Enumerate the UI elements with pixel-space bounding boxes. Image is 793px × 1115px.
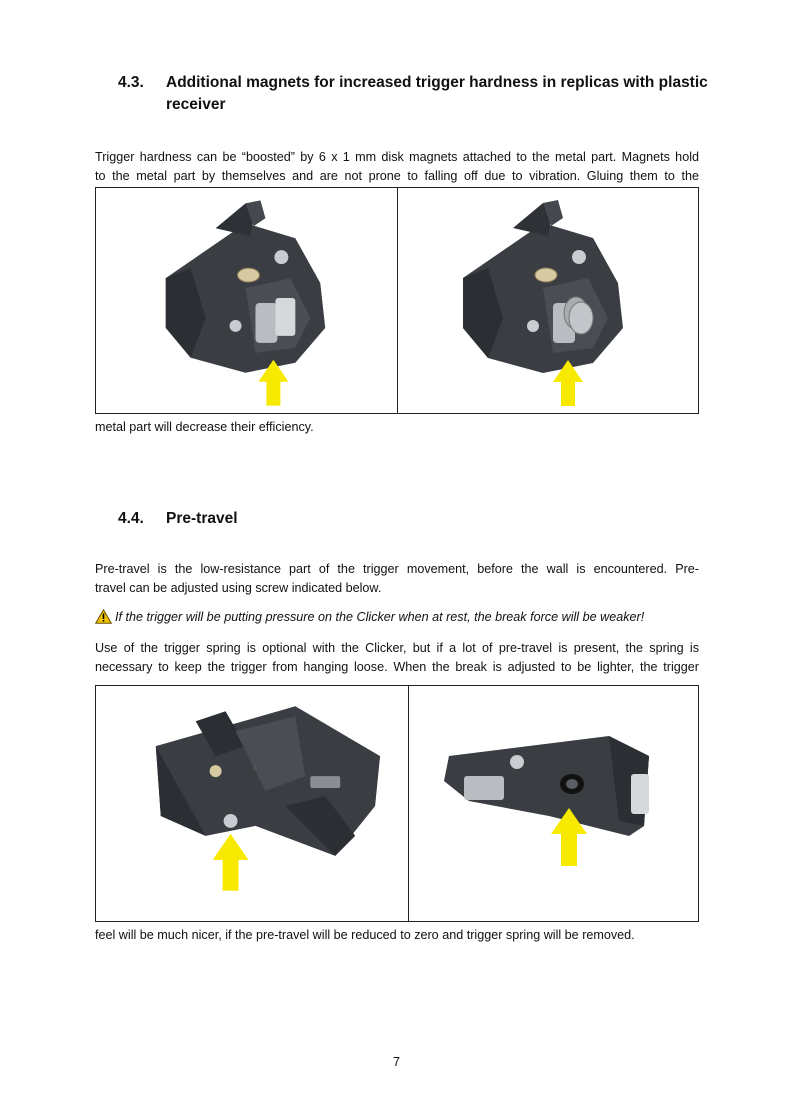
- warning-text: If the trigger will be putting pressure on the Clicker when at rest, the break force will be weaker!: [115, 610, 645, 624]
- paragraph-line: to the metal part by themselves and are not prone to falling off due to vibration. Gluing them to the: [95, 168, 699, 183]
- paragraph-line: metal part will decrease their efficiency.: [95, 420, 314, 434]
- photo-cell-left: [96, 686, 409, 921]
- clicker-part: [444, 736, 649, 836]
- pretravel-screw-top-photo: [96, 686, 408, 921]
- magnets-stacked-photo: [398, 188, 698, 413]
- photo-cell-right: [398, 188, 698, 413]
- photo-table-magnets: [95, 187, 699, 414]
- photo-cell-left: [96, 188, 398, 413]
- section-4-3-paragraph-continuation: [95, 418, 699, 437]
- section-number: 4.4.: [118, 510, 144, 527]
- paragraph-line: Pre-travel is the low-resistance part of the trigger movement, before the wall is encountered. Pre-: [95, 562, 699, 576]
- paragraph-line: travel can be adjusted using screw indicated below.: [95, 580, 382, 595]
- page-number: 7: [392, 1055, 400, 1069]
- section-number: 4.3.: [118, 74, 144, 91]
- paragraph-line: necessary to keep the trigger from hanging loose. When the break is adjusted to be lighter, the trigger: [95, 659, 699, 674]
- section-4-4-paragraph-1: [95, 560, 699, 597]
- clicker-part: [463, 200, 623, 373]
- photo-table-pretravel: [95, 685, 699, 922]
- section-title: Pre-travel: [166, 510, 238, 527]
- warning-note: [95, 608, 644, 626]
- photo-cell-right: [409, 686, 698, 921]
- paragraph-line: Use of the trigger spring is optional with the Clicker, but if a lot of pre-travel is present, the spring is: [95, 641, 699, 655]
- warning-triangle-icon: [95, 609, 112, 624]
- section-4-4-paragraph-2: [95, 639, 699, 676]
- section-4-3-paragraph: [95, 148, 699, 185]
- clicker-part: [156, 706, 380, 856]
- section-title: Additional magnets for increased trigger hardness in replicas with plastic receiver: [166, 74, 708, 113]
- yellow-arrow-icon: [213, 834, 249, 891]
- paragraph-line: feel will be much nicer, if the pre-travel will be reduced to zero and trigger spring will be removed.: [95, 928, 635, 942]
- clicker-part: [166, 200, 325, 372]
- paragraph-line: Trigger hardness can be “boosted” by 6 x 1 mm disk magnets attached to the metal part. Magnets hold: [95, 150, 699, 164]
- section-4-4-paragraph-2-continuation: [95, 926, 699, 945]
- magnet-on-metal-part-photo: [96, 188, 397, 413]
- pretravel-screw-side-photo: [409, 686, 698, 921]
